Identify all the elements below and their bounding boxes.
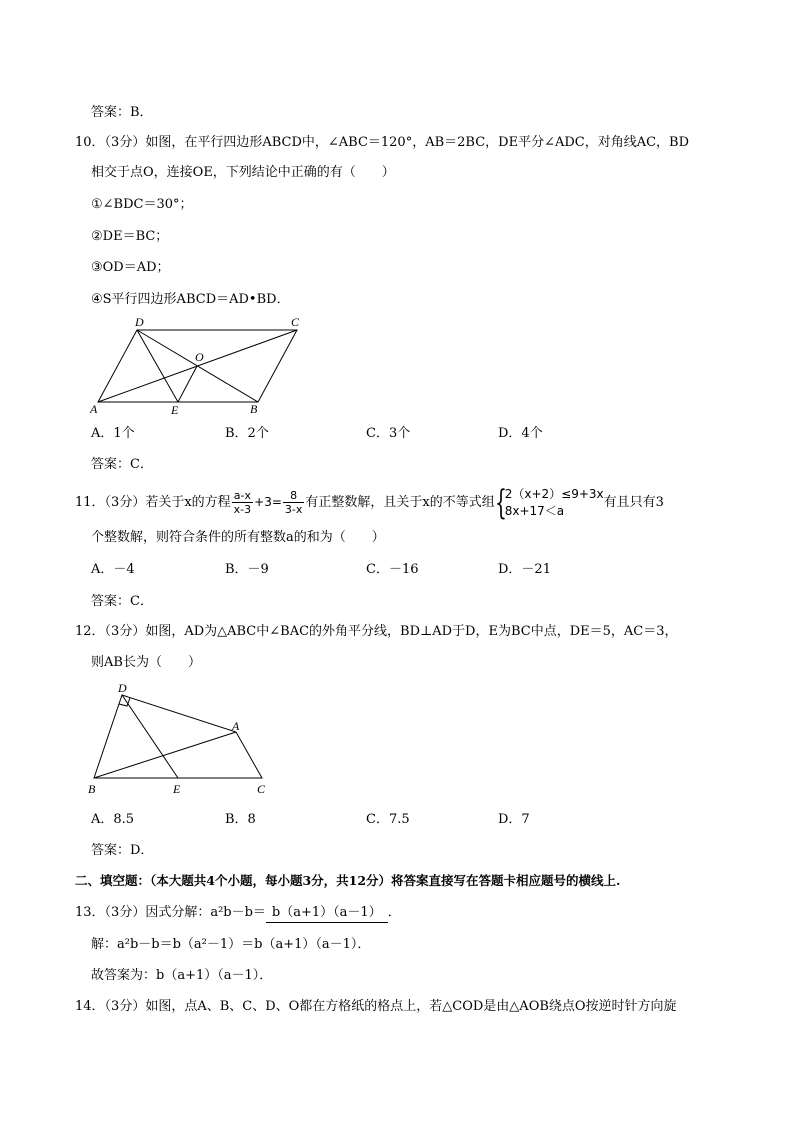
q10-label-d: D (135, 315, 144, 329)
q10-option-a: A．1个 (91, 426, 135, 441)
q11-plus3: +3= (254, 495, 282, 509)
q11-option-b: B．－9 (225, 562, 269, 577)
q11-inequality-1: 2（x+2）≤9+3x (504, 486, 604, 501)
q10-statement-1: ①∠BDC＝30°； (91, 197, 193, 212)
section-2-heading: 二、填空题：（本大题共4个小题，每小题3分，共12分）将答案直接写在答题卡相应题号的横线上. (75, 873, 621, 888)
q10-label-c: C (291, 315, 300, 329)
q12-stem-line1: 12．（3分）如图，AD为△ABC中∠BAC的外角平分线，BD⊥AD于D，E为BC中点，DE＝5，AC＝3， (75, 624, 678, 639)
q11-stem-line2: 个整数解，则符合条件的所有整数a的和为（ ） (91, 530, 385, 545)
q10-statement-3: ③OD＝AD； (91, 260, 170, 275)
q10-statement-4: ④S平行四边形ABCD＝AD•BD． (91, 292, 290, 307)
q12-option-d: D．7 (498, 812, 530, 827)
q12-label-e: E (173, 782, 181, 796)
q10-option-d: D．4个 (498, 426, 543, 441)
q10-option-b: B．2个 (225, 426, 269, 441)
q10-segment-oe (178, 366, 197, 402)
q13-final-answer: 故答案为：b（a+1）（a－1）． (91, 968, 273, 983)
q12-outline (94, 695, 262, 778)
q11-frac2-denominator: 3-x (284, 503, 303, 516)
q10-answer: 答案：C． (91, 457, 153, 472)
q12-label-a: A (232, 719, 240, 733)
q13-solution: 解：a²b－b＝b（a²－1）＝b（a+1）（a－1）． (91, 937, 371, 952)
q10-stem-line2: 相交于点O，连接OE，下列结论中正确的有（ ） (91, 165, 395, 180)
q11-brace: { (494, 482, 507, 523)
q11-stem-line1 (75, 482, 664, 523)
q11-frac2-numerator: 8 (283, 489, 304, 503)
q10-label-o: O (195, 350, 204, 364)
q11-inequality-system (494, 482, 604, 523)
q10-statement-2: ②DE＝BC； (91, 229, 169, 244)
q13-suffix: ． (387, 905, 401, 920)
q13-answer-blank: b（a+1）（a－1） (266, 904, 388, 923)
q10-stem-line1: 10．（3分）如图，在平行四边形ABCD中，∠ABC＝120°，AB＝2BC，DE平分∠ADC，对角线AC，BD (75, 135, 690, 150)
q10-label-b: B (250, 402, 258, 416)
q13-stem (75, 904, 401, 923)
q10-label-e: E (171, 403, 179, 417)
q10-option-c: C．3个 (366, 426, 411, 441)
q13-prefix: 13．（3分）因式分解：a²b－b＝ (75, 905, 266, 920)
q12-segment-de (122, 695, 178, 778)
q11-option-d: D．－21 (498, 562, 551, 577)
q11-fraction-1 (232, 489, 253, 516)
q11-inequality-2: 8x+17＜a (504, 503, 565, 518)
q11-fraction-2 (283, 489, 304, 516)
q11-prefix: 11．（3分）若关于x的方程 (75, 495, 231, 510)
q10-segment-de (137, 330, 178, 402)
q12-option-b: B．8 (225, 812, 256, 827)
q12-stem-line2: 则AB长为（ ） (91, 655, 201, 670)
q11-option-a: A．－4 (91, 562, 135, 577)
q12-label-b: B (88, 782, 96, 796)
q12-segment-ab (94, 732, 236, 778)
q12-label-c: C (257, 782, 266, 796)
q11-suffix: 有且只有3 (603, 495, 664, 510)
q10-label-a: A (90, 402, 98, 416)
q9-answer: 答案：B． (91, 105, 153, 120)
q12-answer: 答案：D． (91, 843, 154, 858)
q11-frac1-numerator: a-x (232, 489, 253, 503)
q11-answer: 答案：C． (91, 594, 153, 609)
q11-frac1-denominator: x-3 (233, 503, 252, 516)
q12-triangle-figure (82, 680, 272, 800)
q12-option-a: A．8.5 (91, 812, 135, 827)
q10-parallelogram-figure (85, 312, 310, 417)
q12-label-d: D (118, 681, 127, 695)
q14-stem-line1: 14．（3分）如图，点A、B、C、D、O都在方格纸的格点上，若△COD是由△AOB绕点O按逆时针方向旋 (75, 999, 677, 1014)
q10-diagonal-bd (137, 330, 258, 402)
q11-option-c: C．－16 (366, 562, 419, 577)
q11-mid: 有正整数解，且关于x的不等式组 (305, 495, 495, 510)
q12-option-c: C．7.5 (366, 812, 410, 827)
